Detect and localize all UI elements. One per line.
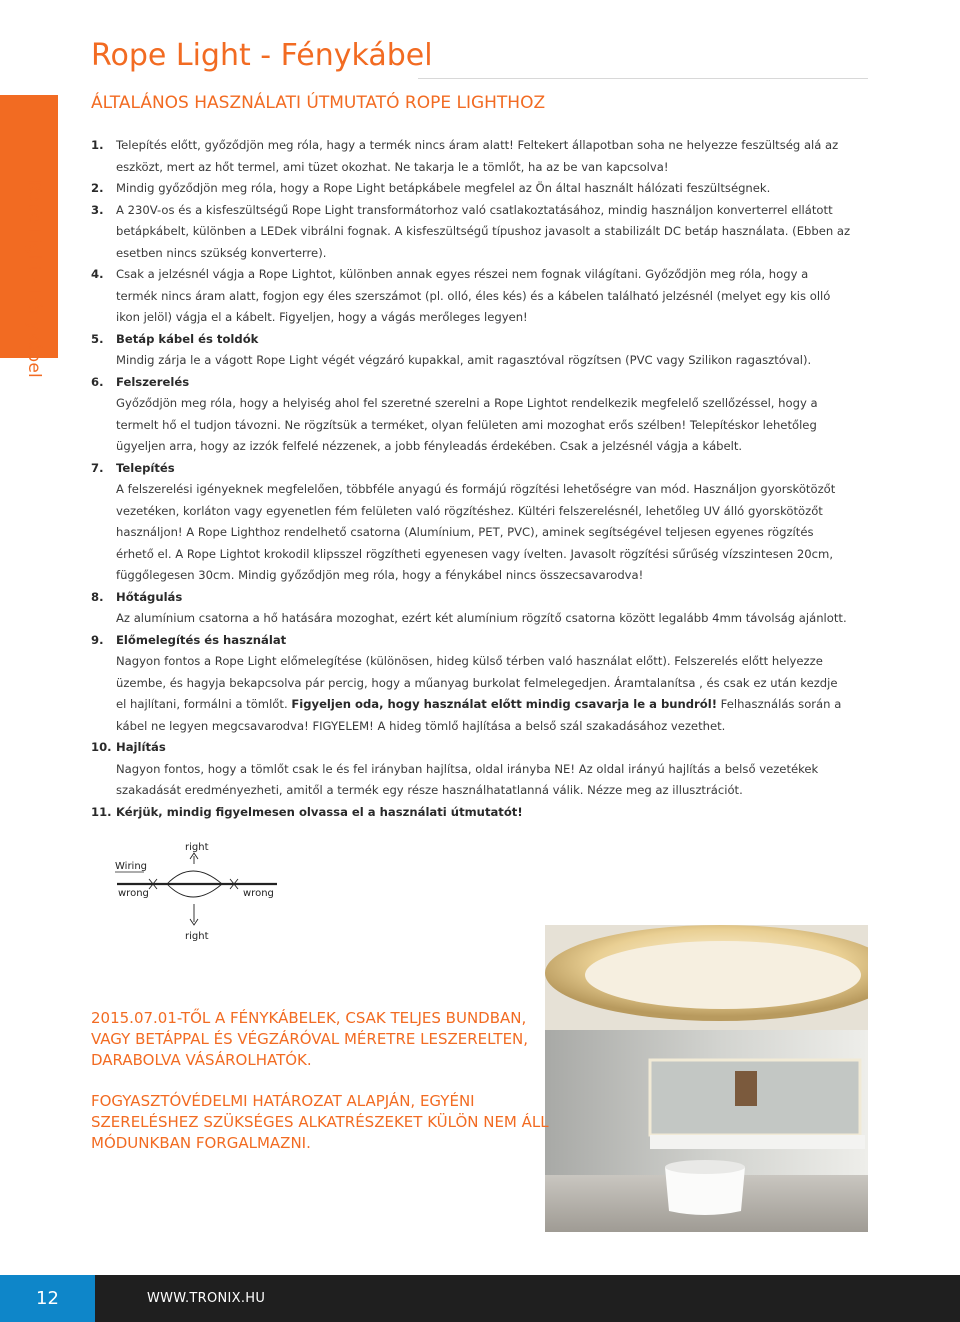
item-heading: Előmelegítés és használat (116, 632, 287, 647)
item-number: 4. (91, 267, 104, 281)
item-text: Győződjön meg róla, hogy a helyiség ahol fel szeretné szerelni a Rope Lightot rendelkezik megfelelő szellőzéssel, hogy a termelt hő el tudjon távozni. Ne rögzítsük a terméket, olyan felületen ami mozoghat erős szélben! Telepítéskor lehetőleg ügyeljen arra, hogy az izzók felfelé nézzenek, a jobb fényleadás érdekében. Csak a jelzésnél vágja a kábelt. (116, 396, 818, 453)
item-heading: Hajlítás (116, 740, 166, 754)
instruction-item-1 (91, 135, 851, 178)
wiring-label: Wiring (115, 861, 148, 872)
instruction-item-7 (91, 458, 851, 587)
right-bottom-label: right (185, 931, 209, 942)
mirror-reflection (735, 1071, 757, 1106)
item-text-part: Felhasználás során a kábel ne legyen megcsavarodva! FIGYELEM! A hideg tömlő hajlítása a belső szál szakadásához vezethet. (116, 697, 842, 733)
item-heading: Telepítés (116, 460, 175, 475)
item-number: 1. (91, 138, 104, 152)
item-text: Nagyon fontos, hogy a tömlőt csak le és fel irányban hajlítsa, oldal irányba NE! Az oldal irányú hajlítás a belső vezetékek szakadását eredményezheti, amitől a termék egy része használhatatlanná válik. Nézze meg az illusztrációt. (116, 761, 819, 797)
item-text: Csak a jelzésnél vágja a Rope Lightot, különben annak egyes részei nem fognak világítani. Győződjön meg róla, hogy a termék nincs áram alatt, fogjon egy éles szerszámot (pl. olló, éles kés) és a kábelen található jelzésnél (melyet egy kis olló ikon jelöl) vágja el a kábelt. Figyeljen, hogy a vágás merőleges legyen! (116, 267, 831, 324)
bathtub-rim (665, 1160, 745, 1174)
notice-consumer-protection: FOGYASZTÓVÉDELMI HATÁROZAT ALAPJÁN, EGYÉNI SZERELÉSHEZ SZÜKSÉGES ALKATRÉSZEKET KÜLÖN NEM ÁLL MÓDUNKBAN FORGALMAZNI. (91, 1092, 549, 1152)
bend-up-arc (167, 871, 222, 884)
item-number: 5. (91, 331, 104, 346)
ceiling-inner (585, 941, 861, 1009)
instruction-item-11 (91, 802, 851, 824)
item-number: 10. (91, 740, 112, 754)
page-subtitle: ÁLTALÁNOS HASZNÁLATI ÚTMUTATÓ ROPE LIGHTHOZ (91, 93, 546, 113)
footer-bar (0, 1275, 960, 1322)
item-heading: Felszerelés (116, 374, 190, 389)
item-text: Az alumínium csatorna a hő hatására mozoghat, ezért két alumínium rögzítő csatorna között legalább 4mm távolság ajánlott. (116, 611, 847, 625)
instruction-item-6 (91, 372, 851, 458)
right-top-label: right (185, 842, 209, 853)
page-title: Rope Light - Fénykábel (91, 38, 433, 73)
item-number: 9. (91, 632, 104, 647)
instruction-item-5 (91, 329, 851, 372)
item-number: 2. (91, 181, 104, 195)
item-text: Mindig zárja le a vágott Rope Light végét végzáró kupakkal, amit ragasztóval rögzítsen (PVC vagy Szilikon ragasztóval). (116, 353, 812, 367)
item-text: A felszerelési igényeknek megfelelően, többféle anyagú és formájú rögzítési lehetőségre van mód. Használjon gyorskötözőt vezetéken, korláton vagy egyenetlen fém felületen való rögzítéshez. Kültéri felszerelésnél, lehetőleg UV álló gyorskötözőt használjon! A Rope Lighthoz rendelhető csatorna (Alumínium, PET, PVC), aminek segítségével teljesen egyenes rögzítés érhető el. A Rope Lightot krokodil klipsszel rögzítheti egyenesen vagy ívelten. Javasolt rögzítési sűrűség vízszintesen 20cm, függőlegesen 30cm. Mindig győződjön meg róla, hogy a fénykábel nincs összecsavarodva! (116, 482, 836, 582)
bathroom-photo (545, 925, 868, 1232)
item-text-part: Nagyon fontos a Rope Light előmelegítése (különösen, hideg külső térben való használat előtt). Felszerelés előtt helyezze üzembe, és hagyja bekapcsolva pár percig, hogy a műanyag burkolat felmelegedjen. Áramtalanítsa , és csak ez után kezdje el hajlítani, formálni a tömlőt. (116, 654, 838, 711)
instruction-item-10 (91, 737, 851, 802)
notice-bundle-sale: 2015.07.01-TŐL A FÉNYKÁBELEK, CSAK TELJES BUNDBAN, VAGY BETÁPPAL ÉS VÉGZÁRÓVAL MÉRETRE LESZERELTEN, DARABOLVA VÁSÁROLHATÓK. (91, 1009, 529, 1069)
item-text: Telepítés előtt, győződjön meg róla, hagy a termék nincs áram alatt! Feltekert állapotban soha ne helyezze feszültség alá az eszközt, mert az hőt termel, ami tüzet okozhat. Ne takarja le a tömlőt, ha az be van kapcsolva! (116, 138, 839, 174)
item-number: 11. (91, 804, 112, 819)
item-number: 3. (91, 202, 104, 217)
title-divider (418, 78, 868, 79)
bend-down-arc (167, 884, 222, 897)
bending-diagram (112, 836, 282, 946)
item-number: 6. (91, 374, 104, 389)
instruction-item-4 (91, 264, 851, 329)
item-text: Mindig győződjön meg róla, hogy a Rope Light betápkábele megfelel az Ön által használt hálózati feszültségnek. (116, 181, 771, 195)
instruction-list (91, 135, 851, 823)
page-number: 12 (0, 1275, 95, 1322)
wrong-left-label: wrong (118, 888, 149, 899)
side-label: Rope Light - Fénykábel (24, 180, 44, 378)
item-text-emphasis: Figyeljen oda, hogy használat előtt mindig csavarja le a bundról! (291, 697, 717, 711)
wrong-right-label: wrong (243, 888, 274, 899)
vanity-counter (650, 1135, 865, 1149)
item-text: A 230V-os és a kisfeszültségű Rope Light transformátorhoz való csatlakoztatásához, mindig használjon konverterrel ellátott betápkábelt, különben a LEDek vibrálni fognak. A kisfeszültségű típushoz javasolt a stabilizált DC betáp használata. (Ebben az esetben nincs szükség konverterre). (116, 202, 851, 260)
instruction-item-3 (91, 200, 851, 265)
instruction-item-2 (91, 178, 851, 200)
item-number: 8. (91, 589, 104, 604)
item-heading: Hőtágulás (116, 589, 183, 604)
item-heading: Kérjük, mindig figyelmesen olvassa el a használati útmutatót! (116, 804, 523, 819)
item-text (116, 651, 851, 737)
website-link[interactable]: WWW.TRONIX.HU (147, 1291, 266, 1306)
instruction-item-8 (91, 587, 851, 630)
item-heading: Betáp kábel és toldók (116, 331, 259, 346)
item-number: 7. (91, 460, 104, 475)
instruction-item-9 (91, 630, 851, 738)
